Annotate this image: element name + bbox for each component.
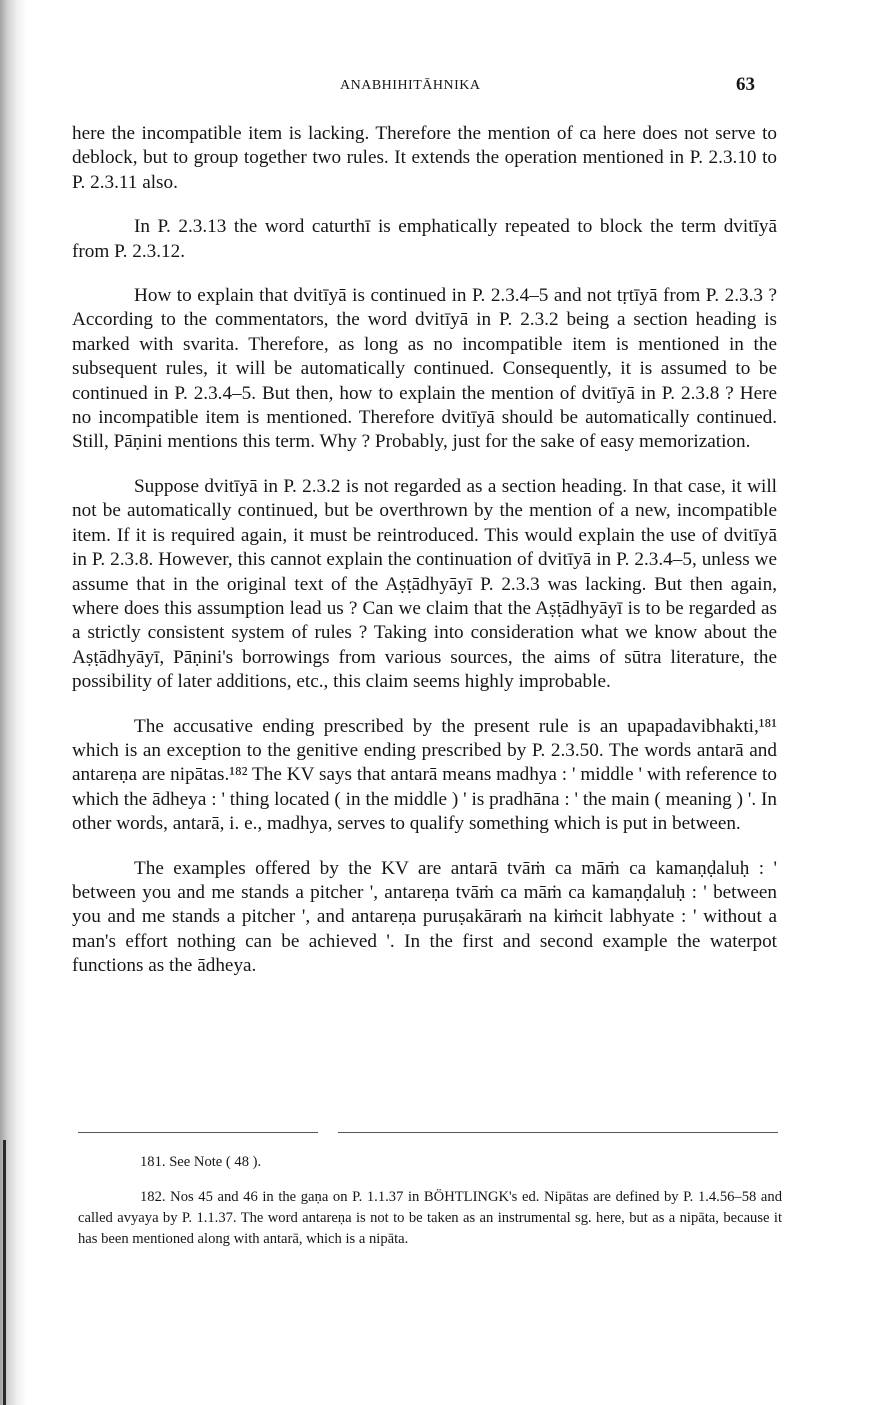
scan-gutter-line [3, 1140, 6, 1405]
paragraph-6: The examples offered by the KV are antarā tvāṁ ca māṁ ca kamaṇḍaluḥ : ' between you and me stands a pitcher ', antareṇa tvāṁ ca māṁ ca kamaṇḍaluḥ : ' between you and me stands a pitcher ', and antareṇa puruṣakāraṁ na kiṁcit labhyate : ' without a man's effort nothing can be achieved '. In the first and second example the waterpot functions as the ādheya. [72, 857, 777, 977]
paragraph-1: here the incompatible item is lacking. Therefore the mention of ca here does not serve to deblock, but to group together two rules. It extends the operation mentioned in P. 2.3.10 to P. 2.3.11 also. [72, 123, 777, 193]
paragraph-2: In P. 2.3.13 the word caturthī is emphatically repeated to block the term dvitīyā from P. 2.3.12. [72, 216, 777, 262]
footnote-181: 181. See Note ( 48 ). [140, 1154, 262, 1170]
running-head: ANABHIHITĀHNIKA [340, 78, 481, 93]
footnotes [78, 1152, 782, 1264]
body-text [72, 120, 777, 999]
footnote-182: 182. Nos 45 and 46 in the gaṇa on P. 1.1.37 in BÖHTLINGK's ed. Nipātas are defined by P. 1.4.56–58 and called avyaya by P. 1.1.37. The word antareṇa is not to be taken as an instrumental sg. here, but as a nipāta, because it has been mentioned along with antarā, which is a nipāta. [78, 1189, 782, 1247]
paragraph-3: How to explain that dvitīyā is continued in P. 2.3.4–5 and not tṛtīyā from P. 2.3.3 ? According to the commentators, the word dvitīyā in P. 2.3.2 being a section heading is marked with svarita. Therefore, as long as no incompatible item is mentioned in the subsequent rules, it will be automatically continued. Consequently, it is assumed to be continued in P. 2.3.4–5. But then, how to explain the mention of dvitīyā in P. 2.3.8 ? Here no incompatible item is mentioned. Therefore dvitīyā should be automatically continued. Still, Pāṇini mentions this term. Why ? Probably, just for the sake of easy memorization. [72, 285, 777, 453]
footnote-rule-short [78, 1132, 318, 1133]
page-number: 63 [736, 74, 755, 95]
paragraph-5: The accusative ending prescribed by the present rule is an upapadavibhakti,¹⁸¹ which is an exception to the genitive ending prescribed by P. 2.3.50. The words antarā and antareṇa are nipātas.¹⁸² The KV says that antarā means madhya : ' middle ' with reference to which the ādheya : ' thing located ( in the middle ) ' is pradhāna : ' the main ( meaning ) '. In other words, antarā, i. e., madhya, serves to qualify something which is put in between. [72, 715, 777, 835]
footnote-rule-long [338, 1132, 778, 1133]
paragraph-4: Suppose dvitīyā in P. 2.3.2 is not regarded as a section heading. In that case, it will not be automatically continued, but be overthrown by the mention of a new, incompatible item. If it is required again, it must be reintroduced. This would explain the use of dvitīyā in P. 2.3.8. However, this cannot explain the continuation of dvitīyā in P. 2.3.4–5, unless we assume that in the original text of the Aṣṭādhyāyī P. 2.3.3 was lacking. But then again, where does this assumption lead us ? Can we claim that the Aṣṭādhyāyī is to be regarded as a strictly consistent system of rules ? Taking into consideration what we know about the Aṣṭādhyāyī, Pāṇini's borrowings from various sources, the aims of sūtra literature, the possibility of later additions, etc., this claim seems highly improbable. [72, 475, 777, 693]
